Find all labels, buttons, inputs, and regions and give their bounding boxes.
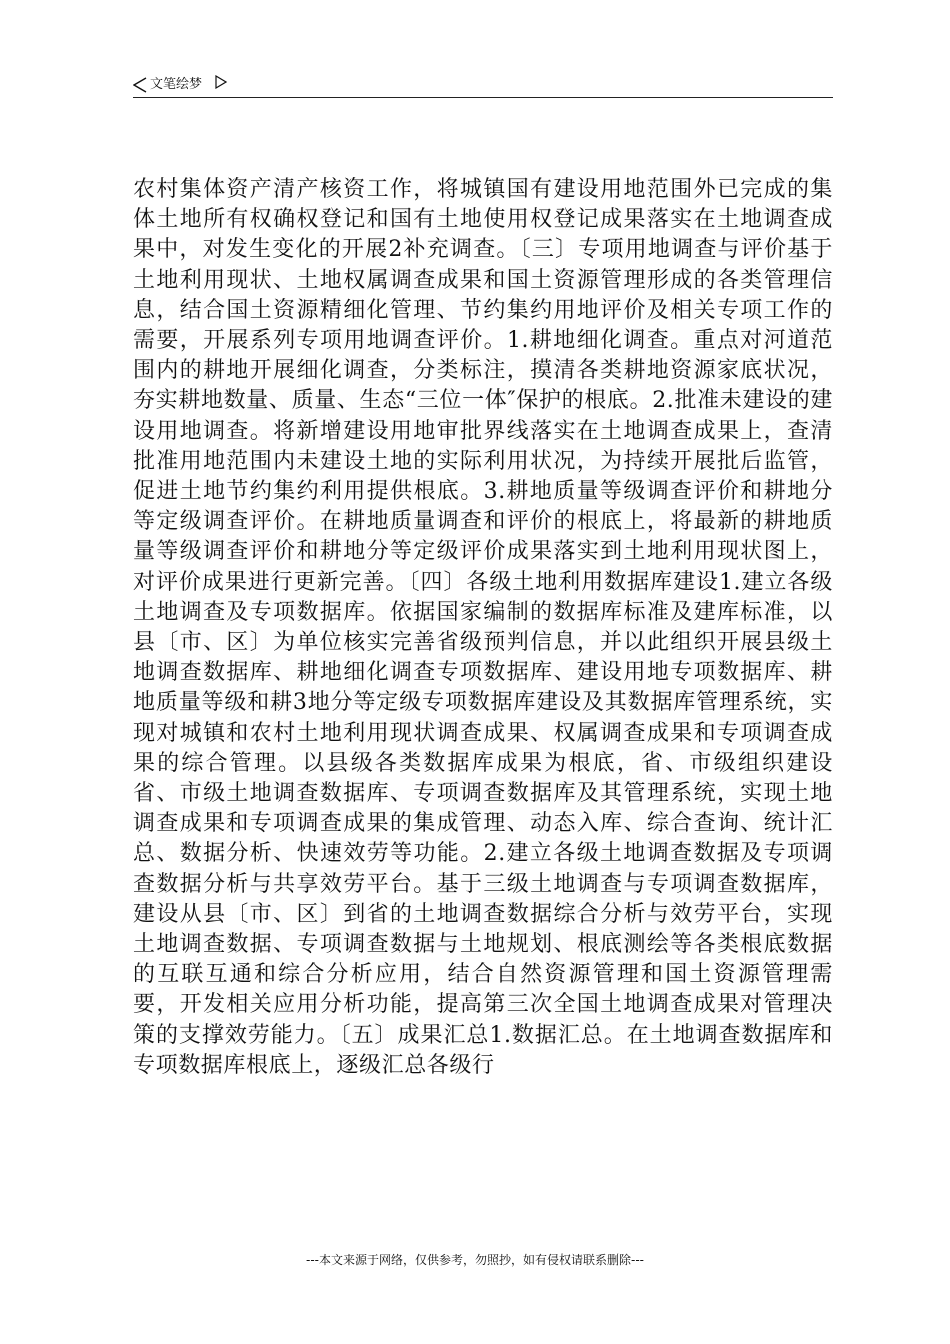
header-title: 文笔绘梦 <box>150 77 203 92</box>
triangle-right-icon <box>215 75 227 89</box>
footer-notice: ---本文来源于网络，仅供参考，勿照抄，如有侵权请联系删除--- <box>306 1253 644 1267</box>
body-paragraph: 农村集体资产清产核资工作，将城镇国有建设用地范围外已完成的集体土地所有权确权登记和国有土地使用权登记成果落实在土地调查成果中，对发生变化的开展2补充调查。〔三〕专项用地调查与评价基于土地利用现状、土地权属调查成果和国土资源管理形成的各类管理信息，结合国土资源精细化管理、节约集约用地评价及相关专项工作的需要，开展系列专项用地调查评价。1.耕地细化调查。重点对河道范围内的耕地开展细化调查，分类标注，摸清各类耕地资源家底状况，夯实耕地数量、质量、生态“三位一体″保护的根底。2.批准未建设的建设用地调查。将新增建设用地审批界线落实在土地调查成果上，查清批准用地范围内未建设土地的实际利用状况，为持续开展批后监管，促进土地节约集约利用提供根底。3.耕地质量等级调查评价和耕地分等定级调查评价。在耕地质量调查和评价的根底上，将最新的耕地质量等级调查评价和耕地分等定级评价成果落实到土地利用现状图上，对评价成果进行更新完善。〔四〕各级土地利用数据库建设1.建立各级土地调查及专项数据库。依据国家编制的数据库标准及建库标准，以县〔市、区〕为单位核实完善省级预判信息，并以此组织开展县级土地调查数据库、耕地细化调查专项数据库、建设用地专项数据库、耕地质量等级和耕3地分等定级专项数据库建设及其数据库管理系统，实现对城镇和农村土地利用现状调查成果、权属调查成果和专项调查成果的综合管理。以县级各类数据库成果为根底，省、市级组织建设省、市级土地调查数据库、专项调查数据库及其管理系统，实现土地调查成果和专项调查成果的集成管理、动态入库、综合查询、统计汇总、数据分析、快速效劳等功能。2.建立各级土地调查数据及专项调查数据分析与共享效劳平台。基于三级土地调查与专项调查数据库，建设从县〔市、区〕到省的土地调查数据综合分析与效劳平台，实现土地调查数据、专项调查数据与土地规划、根底测绘等各类根底数据的互联互通和综合分析应用，结合自然资源管理和国土资源管理需要，开发相关应用分析功能，提高第三次全国土地调查成果对管理决策的支撑效劳能力。〔五〕成果汇总1.数据汇总。在土地调查数据库和专项数据库根底上，逐级汇总各级行 <box>133 177 833 1078</box>
header-divider <box>133 97 833 98</box>
page-header <box>133 74 833 98</box>
triangle-left-icon <box>133 77 147 93</box>
